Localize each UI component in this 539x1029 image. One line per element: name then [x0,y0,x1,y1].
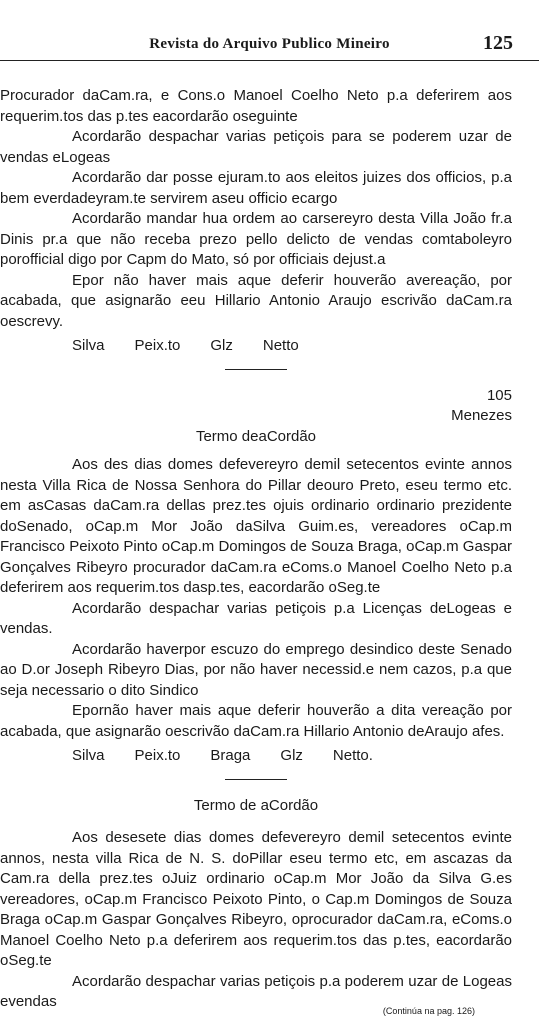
running-header [0,30,539,60]
paragraph: Procurador daCam.ra, e Cons.o Manoel Coelho Neto p.a deferirem aos requerim.tos das p.tes eacordarão oseguinte [0,87,512,125]
journal-title: Revista do Arquivo Publico Mineiro [149,36,390,52]
page-number: 125 [483,32,513,54]
signature: Glz [280,747,303,764]
section-divider [225,779,287,780]
paragraph: Acordarão despachar varias petiçois p.a poderem uzar de Logeas evendas [0,972,512,1010]
header-rule [0,60,539,61]
body-text [0,86,512,1013]
continuation-note: (Continúa na pag. 126) [382,1006,475,1016]
signature-line [0,746,512,767]
paragraph: Aos desesete dias domes defevereyro demil setecentos evinte annos, nesta villa Rica de N. S. doPillar eseu termo etc, em ascazas da Cam.ra della prez.tes oJuiz ordinario oCap.m Mor João da Silva G.es vereadores, oCap.m Francisco Peixoto Pinto, o Cap.m Domingos de Souza Braga oCap.m Gaspar Gonçalves Ribeyro, oprocurador daCam.ra, eComs.o Manoel Coelho Neto p.a deferirem aos requerim.tos das p.tes, eacordarão oSeg.te [0,829,512,969]
signature: Glz [210,337,233,354]
signature: Peix.to [134,337,181,354]
paragraph: Acordarão mandar hua ordem ao carsereyro desta Villa João fr.a Dinis pr.a que não receba prezo pello delicto de vendas comtaboleyro porofficial digo por Capm do Mato, só por officiais dejust.a [0,210,512,268]
signature: Netto. [332,747,373,764]
margin-name: Menezes [451,407,512,424]
paragraph: Epor não haver mais aque deferir houverão avereação, por acabada, que asignarão eeu Hillario Antonio Araujo escrivão daCam.ra oescrevy. [0,271,512,330]
minutes-block-3 [0,796,512,1013]
signature: Peix.to [134,747,181,764]
paragraph: Acordarão despachar varias petiçois p.a Licenças deLogeas e vendas. [0,599,512,637]
minutes-block-2 [0,386,512,767]
minutes-block-1 [0,86,512,357]
section-heading: Termo de aCordão [193,796,319,814]
signature: Silva [72,337,105,354]
signature: Silva [72,747,105,764]
section-divider [225,369,287,370]
paragraph: Acordarão despachar varias petiçois para se poderem uzar de vendas eLogeas [0,128,512,166]
section-heading: Termo deaCordão [195,427,317,445]
paragraph: Aos des dias domes defevereyro demil setecentos evinte annos nesta Villa Rica de Nossa Senhora do Pillar deouro Preto, eseu termo etc. em asCasas daCam.ra dellas prez.tes ojuis ordinario ordinario prezidente doSenado, oCap.m Mor João daSilva Guim.es, vereadores oCap.m Francisco Peixoto Pinto oCap.m Domingos de Souza Braga, oCap.m Gaspar Gonçalves Ribeyro procurador daCam.ra eComs.o Manoel Coelho Neto p.a deferirem aos requerim.tos dasp.tes, eacordarão oSeg.te [0,456,512,596]
paragraph: Acordarão dar posse ejuram.to aos eleitos juizes dos officios, p.a bem everdadeyram.te servirem aseu officio ecargo [0,169,512,207]
signature: Braga [210,747,251,764]
signature-line [0,336,512,357]
signature: Netto [262,337,299,354]
paragraph: Epornão haver mais aque deferir houverão a dita vereação por acabada, que asignarão oescrivão daCam.ra Hillario Antonio deAraujo afes. [0,702,512,740]
entry-number: 105 [486,386,512,404]
paragraph: Acordarão haverpor escuzo do emprego desindico deste Senado ao D.or Joseph Ribeyro Dias, por não haver necessid.e nem cazos, p.a que seja necessario o dito Sindico [0,640,512,699]
